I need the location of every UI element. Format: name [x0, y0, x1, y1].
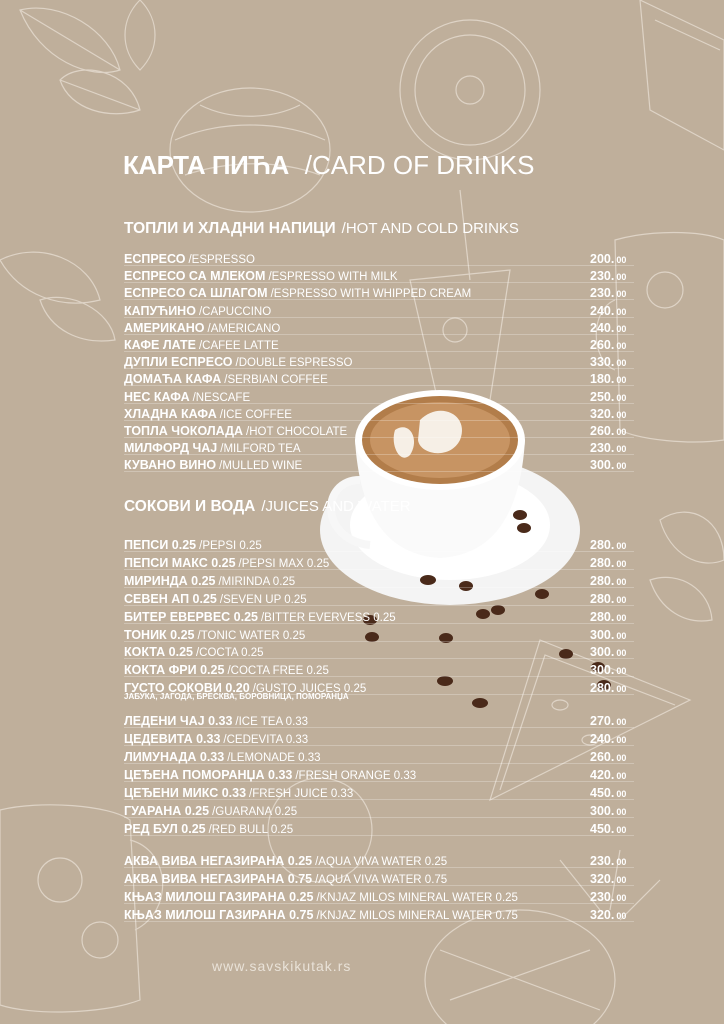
item-name-cyrillic: ГУАРАНА 0.25: [124, 804, 210, 818]
item-price: [590, 663, 626, 677]
item-name-cyrillic: ПЕПСИ МАКС 0.25: [124, 555, 236, 570]
item-price: [590, 407, 626, 421]
section-title-english: /JUICES AND WATER: [261, 498, 411, 515]
menu-item: [124, 336, 279, 354]
price-decimals: 00: [616, 771, 627, 781]
price-value: 240.: [590, 732, 615, 746]
item-price: [590, 252, 626, 266]
price-value: 270.: [590, 714, 615, 728]
item-name-cyrillic: АКВА ВИВА НЕГАЗИРАНА 0.75: [124, 872, 313, 886]
item-name-english: /ESPRESSO WITH WHIPPED CREAM: [270, 288, 472, 301]
price-decimals: 00: [616, 630, 627, 641]
price-value: 300.: [590, 645, 615, 660]
price-value: 320.: [590, 908, 615, 922]
price-value: 330.: [590, 355, 615, 370]
item-name-cyrillic: ЕСПРЕСО СА МЛЕКОМ: [124, 269, 266, 284]
item-name-english: /TONIC WATER 0.25: [197, 629, 306, 642]
menu-item: [124, 820, 293, 838]
item-name-cyrillic: ЛЕДЕНИ ЧАЈ 0.33: [124, 714, 233, 728]
price-value: 280.: [590, 681, 615, 696]
price-decimals: 00: [616, 375, 627, 386]
item-name-english: /COCTA 0.25: [195, 647, 264, 660]
item-name-english: /MULLED WINE: [219, 460, 303, 473]
price-decimals: 00: [616, 341, 627, 351]
item-name-cyrillic: РЕД БУЛ 0.25: [124, 822, 206, 836]
price-decimals: 00: [616, 358, 627, 369]
item-name-english: /ICE COFFEE: [219, 408, 292, 421]
juice-flavors-note: ЈАБУКА, ЈАГОДА, БРЕСКВА, БОРОВНИЦА, ПОМОРАНЏА: [124, 692, 349, 701]
menu-item: [124, 250, 255, 268]
item-price: [590, 538, 626, 552]
price-value: 240.: [590, 320, 615, 335]
menu-item: [124, 712, 308, 730]
item-name-cyrillic: КЊАЗ МИЛОШ ГАЗИРАНА 0.25: [124, 890, 314, 904]
website-footer: www.savskikutak.rs: [212, 958, 352, 974]
price-decimals: 00: [616, 648, 627, 659]
menu-item: [124, 439, 301, 457]
item-name-cyrillic: КАПУЋИНО: [124, 303, 196, 318]
price-decimals: 00: [616, 875, 627, 885]
menu-item: [124, 456, 302, 474]
item-name-english: /RED BULL 0.25: [208, 824, 294, 836]
price-value: 300.: [590, 804, 615, 818]
item-name-english: /BITTER EVERVESS 0.25: [260, 611, 396, 624]
item-name-cyrillic: ЦЕЂЕНИ МИКС 0.33: [124, 786, 247, 800]
item-price: [590, 732, 626, 746]
price-decimals: 00: [616, 323, 627, 334]
menu-item: [124, 766, 416, 784]
price-decimals: 00: [616, 612, 627, 623]
item-name-cyrillic: СЕВЕН АП 0.25: [124, 591, 217, 606]
menu-item: [124, 784, 353, 802]
item-price: [590, 804, 626, 818]
menu-item: [124, 302, 271, 320]
menu-item: [124, 802, 297, 820]
item-name-english: /SEVEN UP 0.25: [219, 593, 307, 606]
item-name-cyrillic: КЊАЗ МИЛОШ ГАЗИРАНА 0.75: [124, 908, 314, 922]
item-name-cyrillic: МИЛФОРД ЧАЈ: [124, 441, 218, 456]
item-price: [590, 645, 626, 659]
item-name-english: /PEPSI MAX 0.25: [238, 557, 330, 570]
item-name-cyrillic: ХЛАДНА КАФА: [124, 406, 217, 421]
item-name-english: /ESPRESSO WITH MILK: [268, 271, 398, 284]
price-value: 200.: [590, 252, 615, 266]
menu-item: [124, 661, 329, 679]
item-name-english: /COCTA FREE 0.25: [227, 665, 329, 678]
item-name-english: /CEDEVITA 0.33: [223, 734, 309, 746]
item-price: [590, 269, 626, 283]
menu-item: [124, 284, 471, 302]
item-name-cyrillic: ЦЕЂЕНА ПОМОРАНЏА 0.33: [124, 768, 293, 782]
item-price: [590, 908, 626, 922]
menu-item: [124, 267, 398, 285]
item-price: [590, 321, 626, 335]
item-name-english: /AQUA VIVA WATER 0.25: [315, 856, 448, 868]
item-name-english: /AMERICANO: [207, 322, 281, 335]
price-value: 300.: [590, 458, 615, 473]
item-name-english: /HOT CHOCOLATE: [246, 426, 348, 438]
menu-item: [124, 554, 329, 572]
title-english: /CARD OF DRINKS: [304, 150, 535, 180]
price-value: 180.: [590, 372, 615, 387]
item-price: [590, 304, 626, 318]
price-value: 280.: [590, 538, 615, 552]
menu-item: [124, 643, 264, 661]
item-price: [590, 372, 626, 386]
price-decimals: 00: [616, 684, 627, 695]
price-decimals: 00: [616, 427, 627, 437]
menu-item: [124, 608, 396, 626]
price-decimals: 00: [616, 255, 627, 265]
item-price: [590, 556, 626, 570]
item-name-cyrillic: АМЕРИКАНО: [124, 320, 205, 335]
menu-item: [124, 422, 347, 440]
price-value: 280.: [590, 591, 615, 606]
menu-item: [124, 388, 250, 406]
price-value: 300.: [590, 627, 615, 642]
title-cyrillic: КАРТА ПИЋА: [123, 150, 289, 180]
item-price: [590, 822, 626, 836]
item-name-cyrillic: ЕСПРЕСО СА ШЛАГОМ: [124, 286, 268, 301]
price-decimals: 00: [616, 444, 627, 455]
item-price: [590, 574, 626, 588]
item-name-english: /AQUA VIVA WATER 0.75: [315, 874, 448, 886]
section-title-english: /HOT AND COLD DRINKS: [341, 220, 519, 237]
item-price: [590, 390, 626, 404]
item-name-english: /GUSTO JUICES 0.25: [252, 683, 367, 696]
price-value: 260.: [590, 750, 615, 764]
item-price: [590, 355, 626, 369]
item-name-cyrillic: ЦЕДЕВИТА 0.33: [124, 732, 221, 746]
price-decimals: 00: [616, 857, 627, 867]
section-title-cyrillic: СОКОВИ И ВОДА: [124, 498, 256, 515]
menu-item: [124, 730, 308, 748]
item-price: [590, 768, 626, 782]
menu-item: [124, 870, 447, 888]
price-value: 420.: [590, 768, 615, 782]
item-price: [590, 424, 626, 438]
price-decimals: 00: [616, 409, 627, 420]
item-name-cyrillic: ПЕПСИ 0.25: [124, 538, 197, 552]
item-price: [590, 854, 626, 868]
menu-item: [124, 370, 328, 388]
item-name-english: /FRESH JUICE 0.33: [249, 788, 354, 800]
page-title: [123, 150, 534, 181]
price-value: 230.: [590, 441, 615, 456]
price-decimals: 00: [616, 541, 627, 551]
menu-item: [124, 748, 321, 766]
item-name-cyrillic: ДОМАЋА КАФА: [124, 372, 222, 387]
item-price: [590, 872, 626, 886]
section-title-cyrillic: ТОПЛИ И ХЛАДНИ НАПИЦИ: [124, 220, 336, 237]
price-decimals: 00: [616, 392, 627, 403]
price-value: 280.: [590, 609, 615, 624]
item-name-english: /LEMONADE 0.33: [227, 752, 321, 764]
item-price: [590, 681, 626, 695]
price-value: 230.: [590, 854, 615, 868]
price-value: 320.: [590, 406, 615, 421]
item-name-cyrillic: ДУПЛИ ЕСПРЕСО: [124, 355, 233, 370]
menu-item: [124, 572, 295, 590]
item-name-english: /PEPSI 0.25: [199, 540, 262, 552]
item-name-english: /KNJAZ MILOS MINERAL WATER 0.75: [316, 910, 518, 922]
price-decimals: 00: [616, 911, 627, 921]
menu-item: [124, 590, 307, 608]
item-name-cyrillic: МИРИНДА 0.25: [124, 573, 216, 588]
section-heading-hot-cold: [124, 220, 519, 238]
price-decimals: 00: [616, 666, 627, 677]
item-price: [590, 338, 626, 352]
price-decimals: 00: [616, 558, 627, 569]
price-value: 240.: [590, 303, 615, 318]
item-name-cyrillic: БИТЕР ЕВЕРВЕС 0.25: [124, 609, 258, 624]
price-decimals: 00: [616, 576, 627, 587]
price-decimals: 00: [616, 893, 627, 903]
price-decimals: 00: [616, 717, 627, 727]
menu-item: [124, 319, 280, 337]
menu-item: [124, 353, 352, 371]
item-name-cyrillic: КОКТА 0.25: [124, 645, 193, 660]
price-value: 320.: [590, 872, 615, 886]
price-value: 450.: [590, 786, 615, 800]
price-value: 230.: [590, 269, 615, 284]
item-name-english: /KNJAZ MILOS MINERAL WATER 0.25: [316, 892, 518, 904]
item-name-english: /FRESH ORANGE 0.33: [295, 770, 417, 782]
item-name-cyrillic: ТОПЛА ЧОКОЛАДА: [124, 424, 244, 438]
item-name-cyrillic: НЕС КАФА: [124, 389, 190, 404]
price-decimals: 00: [616, 807, 627, 817]
item-name-english: /CAPUCCINO: [198, 305, 272, 318]
item-name-english: /NESCAFE: [192, 391, 251, 404]
item-price: [590, 890, 626, 904]
price-value: 280.: [590, 555, 615, 570]
price-value: 300.: [590, 663, 615, 678]
price-value: 230.: [590, 890, 615, 904]
menu-item: [124, 405, 292, 423]
price-value: 230.: [590, 286, 615, 301]
item-name-english: /DOUBLE ESPRESSO: [235, 357, 353, 370]
price-decimals: 00: [616, 272, 627, 283]
item-name-english: /SERBIAN COFFEE: [224, 374, 328, 387]
item-price: [590, 286, 626, 300]
item-price: [590, 714, 626, 728]
menu-item: [124, 626, 305, 644]
section-heading-juices-water: [124, 498, 411, 516]
item-price: [590, 592, 626, 606]
price-decimals: 00: [616, 306, 627, 317]
price-value: 450.: [590, 822, 615, 836]
item-name-cyrillic: КОКТА ФРИ 0.25: [124, 663, 225, 678]
item-price: [590, 441, 626, 455]
item-price: [590, 458, 626, 472]
price-decimals: 00: [616, 825, 627, 835]
item-name-cyrillic: ТОНИК 0.25: [124, 627, 195, 642]
price-decimals: 00: [616, 289, 627, 300]
item-name-cyrillic: КУВАНО ВИНО: [124, 458, 217, 473]
price-decimals: 00: [616, 753, 627, 763]
item-name-cyrillic: ГУСТО СОКОВИ 0.20: [124, 681, 250, 696]
price-decimals: 00: [616, 594, 627, 605]
item-name-english: /GUARANA 0.25: [212, 806, 298, 818]
item-name-cyrillic: ЛИМУНАДА 0.33: [124, 750, 225, 764]
item-name-english: /MILFORD TEA: [220, 443, 301, 456]
item-price: [590, 610, 626, 624]
price-value: 280.: [590, 573, 615, 588]
item-name-english: /MIRINDA 0.25: [218, 575, 296, 588]
item-price: [590, 786, 626, 800]
item-name-english: /ESPRESSO: [188, 254, 255, 266]
menu-item: [124, 888, 518, 906]
item-name-cyrillic: КАФЕ ЛАТЕ: [124, 338, 196, 352]
item-name-english: /ICE TEA 0.33: [235, 716, 309, 728]
menu-item: [124, 852, 447, 870]
item-name-english: /CAFEE LATTE: [198, 340, 279, 352]
price-value: 250.: [590, 389, 615, 404]
menu-item: [124, 906, 518, 924]
item-name-cyrillic: АКВА ВИВА НЕГАЗИРАНА 0.25: [124, 854, 313, 868]
price-decimals: 00: [616, 735, 627, 745]
price-value: 260.: [590, 424, 615, 438]
item-name-cyrillic: ЕСПРЕСО: [124, 252, 186, 266]
price-decimals: 00: [616, 461, 627, 472]
menu-item: [124, 536, 262, 554]
item-price: [590, 628, 626, 642]
price-decimals: 00: [616, 789, 627, 799]
item-price: [590, 750, 626, 764]
price-value: 260.: [590, 338, 615, 352]
